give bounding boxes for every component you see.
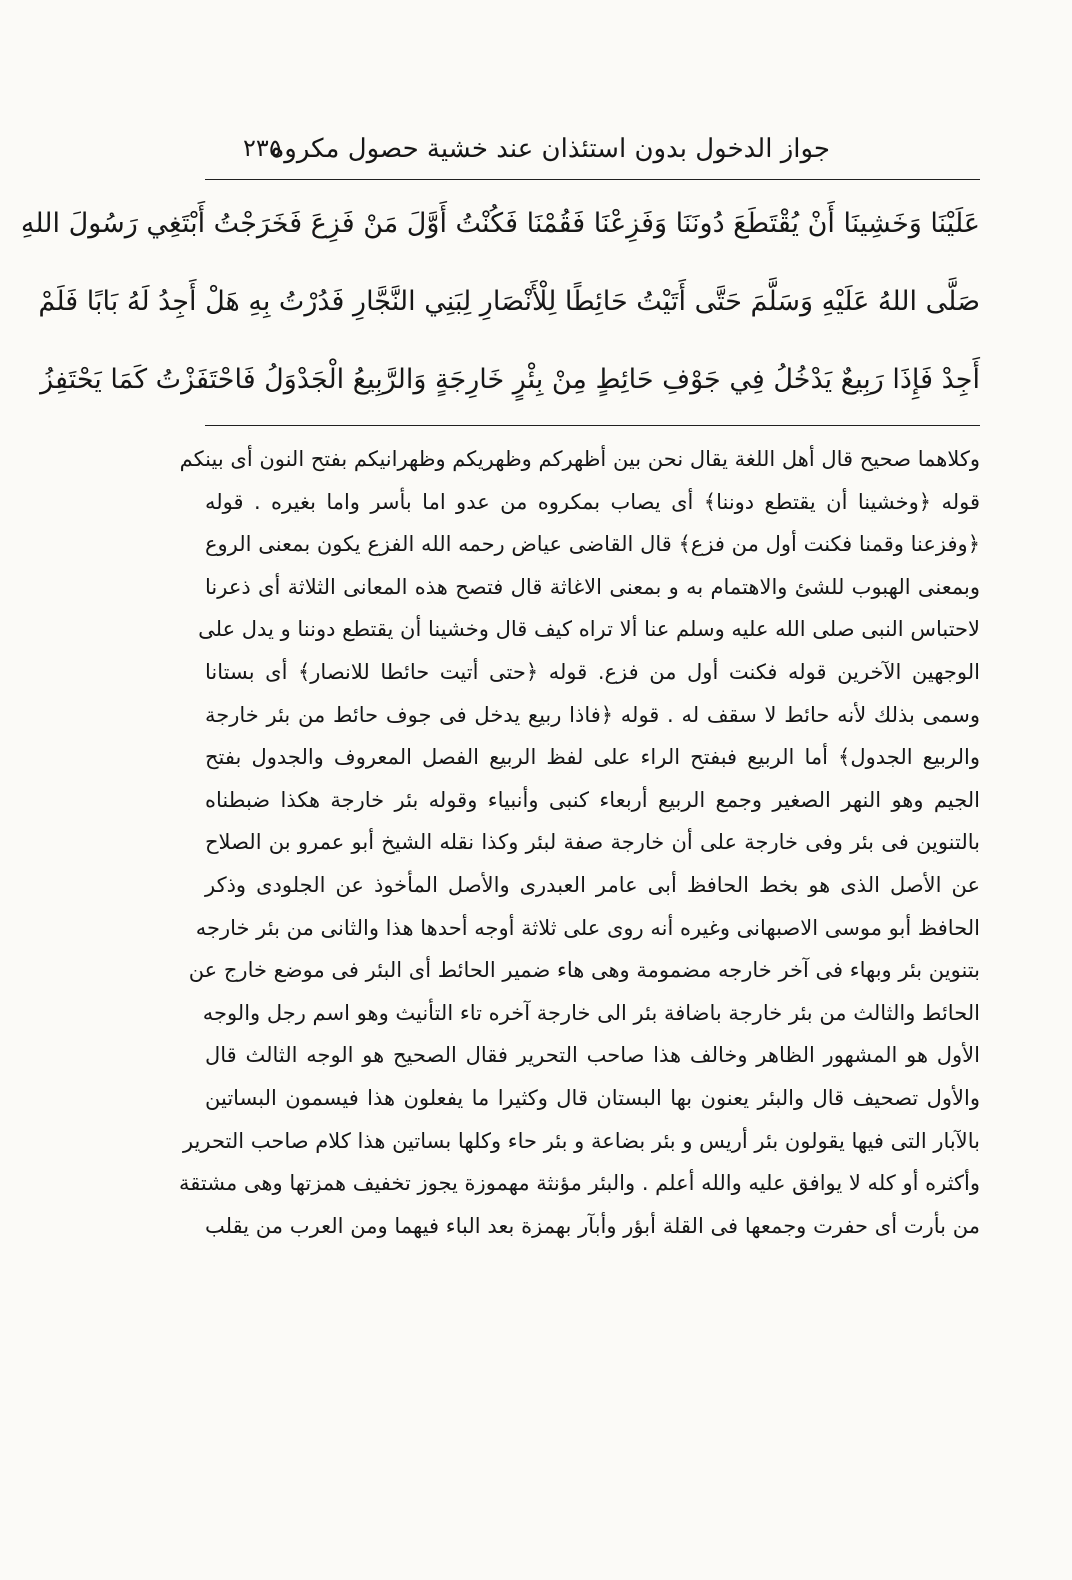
hadith-line: أَجِدْ فَإِذَا رَبِيعٌ يَدْخُلُ فِي جَوْفِ حَائِطٍ مِنْ بِئْرٍ خَارِجَةٍ وَالرَّبِيعُ الْجَدْوَلُ فَاحْتَفَزْتُ كَمَا يَحْتَفِزُ xyxy=(40,364,980,395)
hadith-line: عَلَيْنَا وَخَشِينَا أَنْ يُقْتَطَعَ دُونَنَا وَفَزِعْنَا فَقُمْنَا فَكُنْتُ أَوَّلَ مَنْ فَزِعَ فَخَرَجْتُ أَبْتَغِي رَسُولَ اللهِ xyxy=(20,208,980,239)
hadith-text xyxy=(20,185,980,419)
commentary-line: الحافظ أبو موسى الاصبهانى وغيره أنه روى على ثلاثة أوجه أحدها هذا والثانى من بئر خارجه xyxy=(195,915,980,940)
commentary-line: الجيم وهو النهر الصغير وجمع الربيع أربعاء كنبى وأنبياء وقوله بئر خارجة هكذا ضبطناه xyxy=(205,787,980,812)
commentary-line: والأول تصحيف قال والبئر يعنون بها البستان قال وكثيرا ما يفعلون هذا فيسمون البساتين xyxy=(205,1085,980,1110)
hadith-divider-rule xyxy=(205,425,980,426)
commentary-line: وكلاهما صحيح قال أهل اللغة يقال نحن بين أظهركم وظهريكم وظهرانيكم بفتح النون أى بينكم xyxy=(179,447,980,471)
commentary-line: عن الأصل الذى هو بخط الحافظ أبى عامر العبدرى والأصل المأخوذ عن الجلودى وذكر xyxy=(205,872,980,897)
commentary-line: بتنوين بئر وبهاء فى آخر خارجه مضمومة وهى هاء ضمير الحائط أى البئر فى موضع خارج عن xyxy=(188,958,980,983)
commentary-line: الوجهين الآخرين قوله فكنت أول من فزع. قوله ﴿حتى أتيت حائطا للانصار﴾ أى بستانا xyxy=(205,659,980,684)
page-header xyxy=(205,120,980,178)
hadith-line: صَلَّى اللهُ عَلَيْهِ وَسَلَّمَ حَتَّى أَتَيْتُ حَائِطًا لِلْأَنْصَارِ لِبَنِي النَّجَّارِ فَدُرْتُ بِهِ هَلْ أَجِدُ لَهُ بَابًا فَلَمْ xyxy=(38,286,980,317)
commentary-line: الأول هو المشهور الظاهر وخالف هذا صاحب التحرير فقال الصحيح هو الوجه الثالث قال xyxy=(205,1043,980,1068)
commentary-line: بالآبار التى فيها يقولون بئر أريس و بئر بضاعة و بئر حاء وكلها بساتين هذا كلام صاحب التحرير xyxy=(182,1128,980,1153)
header-rule xyxy=(205,179,980,180)
commentary-line: من بأرت أى حفرت وجمعها فى القلة أبؤر وأبآر بهمزة بعد الباء فيهما ومن العرب من يقلب xyxy=(205,1213,980,1238)
commentary-line: وبمعنى الهبوب للشئ والاهتمام به و بمعنى الاغاثة قال فتصح هذه المعانى الثلاثة أى ذعرنا xyxy=(205,574,980,599)
commentary-line: ﴿وفزعنا وقمنا فكنت أول من فزع﴾ قال القاضى عياض رحمه الله الفزع يكون بمعنى الروع xyxy=(205,532,980,557)
commentary-line: والربيع الجدول﴾ أما الربيع فبفتح الراء على لفظ الربيع الفصل المعروف والجدول بفتح xyxy=(205,745,980,770)
commentary-line: بالتنوين فى بئر وفى خارجة على أن خارجة صفة لبئر وكذا نقله الشيخ أبو عمرو بن الصلاح xyxy=(205,830,980,855)
commentary-line: الحائط والثالث من بئر خارجة باضافة بئر الى خارجة آخره تاء التأنيث وهو اسم رجل والوجه xyxy=(202,1000,980,1025)
commentary-line: وأكثره أو كله لا يوافق عليه والله أعلم . والبئر مؤنثة مهموزة يجوز تخفيف همزتها وهى مشتقة xyxy=(179,1171,980,1196)
commentary-line: قوله ﴿وخشينا أن يقتطع دوننا﴾ أى يصاب بمكروه من عدو اما بأسر واما بغيره . قوله xyxy=(205,489,980,514)
page-number: ٢٣٥ xyxy=(243,134,282,162)
commentary-text xyxy=(179,438,980,1247)
running-title: جواز الدخول بدون استئذان عند خشية حصول مكروه xyxy=(270,134,830,164)
commentary-line: وسمى بذلك لأنه حائط لا سقف له . قوله ﴿فاذا ربيع يدخل فى جوف حائط من بئر خارجة xyxy=(205,702,980,727)
commentary-line: لاحتباس النبى صلى الله عليه وسلم عنا ألا تراه كيف قال وخشينا أن يقتطع دوننا و يدل على xyxy=(198,617,980,642)
